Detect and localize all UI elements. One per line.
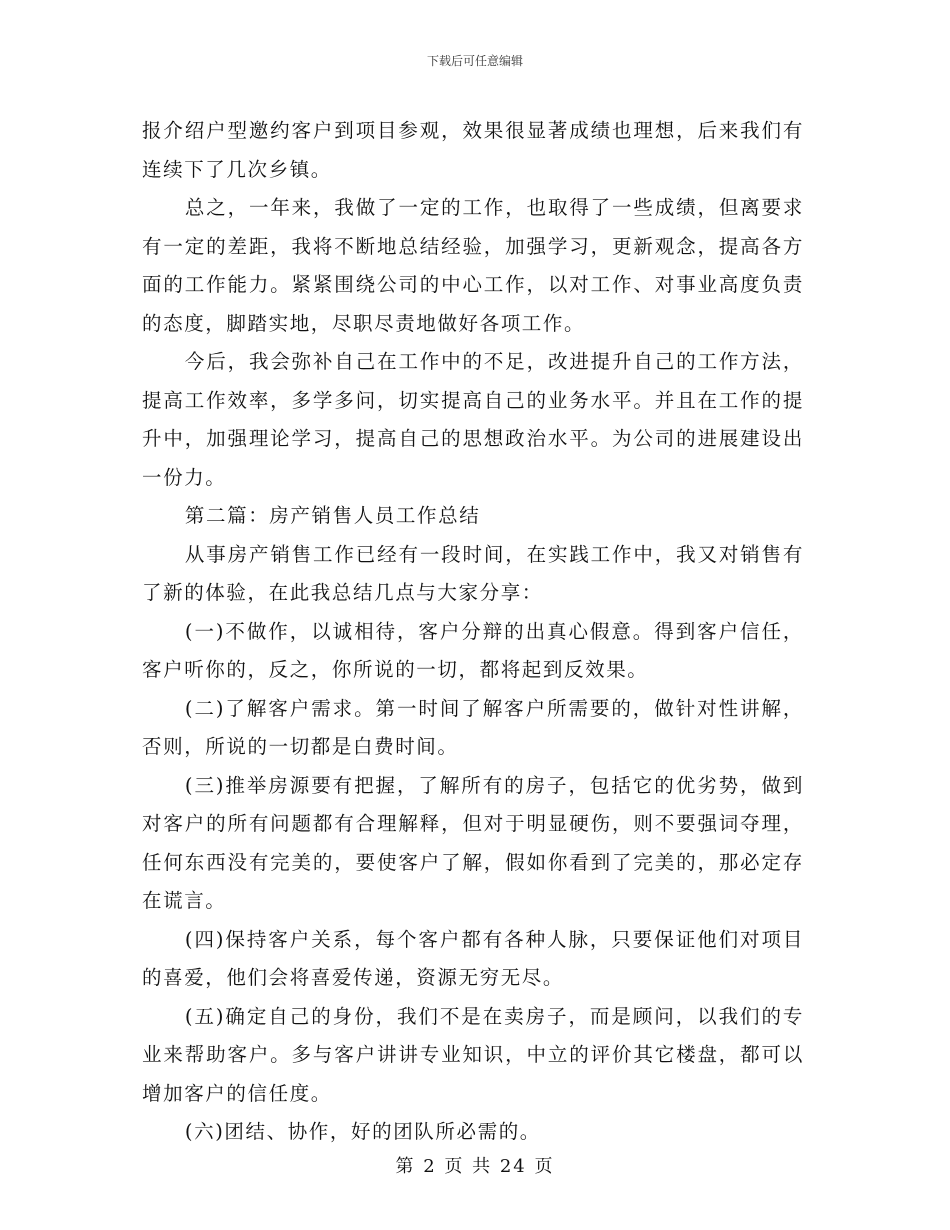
paragraph: 总之，一年来，我做了一定的工作，也取得了一些成绩，但离要求有一定的差距，我将不断地总结经验，加强学习，更新观念，提高各方面的工作能力。紧紧围绕公司的中心工作，以对工作、对事业高度负责的态度，脚踏实地，尽职尽责地做好各项工作。 bbox=[142, 196, 804, 335]
paragraph: 从事房产销售工作已经有一段时间，在实践工作中，我又对销售有了新的体验，在此我总结几点与大家分享： bbox=[142, 542, 804, 604]
section-heading: 第二篇：房产销售人员工作总结 bbox=[184, 504, 481, 527]
paragraph: 报介绍户型邀约客户到项目参观，效果很显著成绩也理想，后来我们有连续下了几次乡镇。 bbox=[142, 119, 804, 181]
page-header: 下载后可任意编辑 bbox=[426, 54, 523, 68]
list-item: (四)保持客户关系，每个客户都有各种人脉，只要保证他们对项目的喜爱，他们会将喜爱传递，资源无穷无尽。 bbox=[142, 927, 804, 989]
list-item: (六)团结、协作，好的团队所必需的。 bbox=[184, 1120, 541, 1143]
page-number-footer: 第 2 页 共 24 页 bbox=[395, 1156, 555, 1177]
paragraph: 今后，我会弥补自己在工作中的不足，改进提升自己的工作方法，提高工作效率，多学多问，切实提高自己的业务水平。并且在工作的提升中，加强理论学习，提高自己的思想政治水平。为公司的进展建设出一份力。 bbox=[142, 350, 804, 489]
list-item: (二)了解客户需求。第一时间了解客户所需要的，做针对性讲解，否则，所说的一切都是白费时间。 bbox=[142, 696, 804, 758]
document-body bbox=[142, 112, 804, 1152]
list-item: (一)不做作，以诚相待，客户分辩的出真心假意。得到客户信任，客户听你的，反之，你所说的一切，都将起到反效果。 bbox=[142, 619, 804, 681]
list-item: (五)确定自己的身份，我们不是在卖房子，而是顾问，以我们的专业来帮助客户。多与客户讲讲专业知识，中立的评价其它楼盘，都可以增加客户的信任度。 bbox=[142, 1004, 804, 1105]
list-item: (三)推举房源要有把握，了解所有的房子，包括它的优劣势，做到对客户的所有问题都有合理解释，但对于明显硬伤，则不要强词夺理，任何东西没有完美的，要使客户了解，假如你看到了完美的，那必定存在谎言。 bbox=[142, 773, 804, 912]
